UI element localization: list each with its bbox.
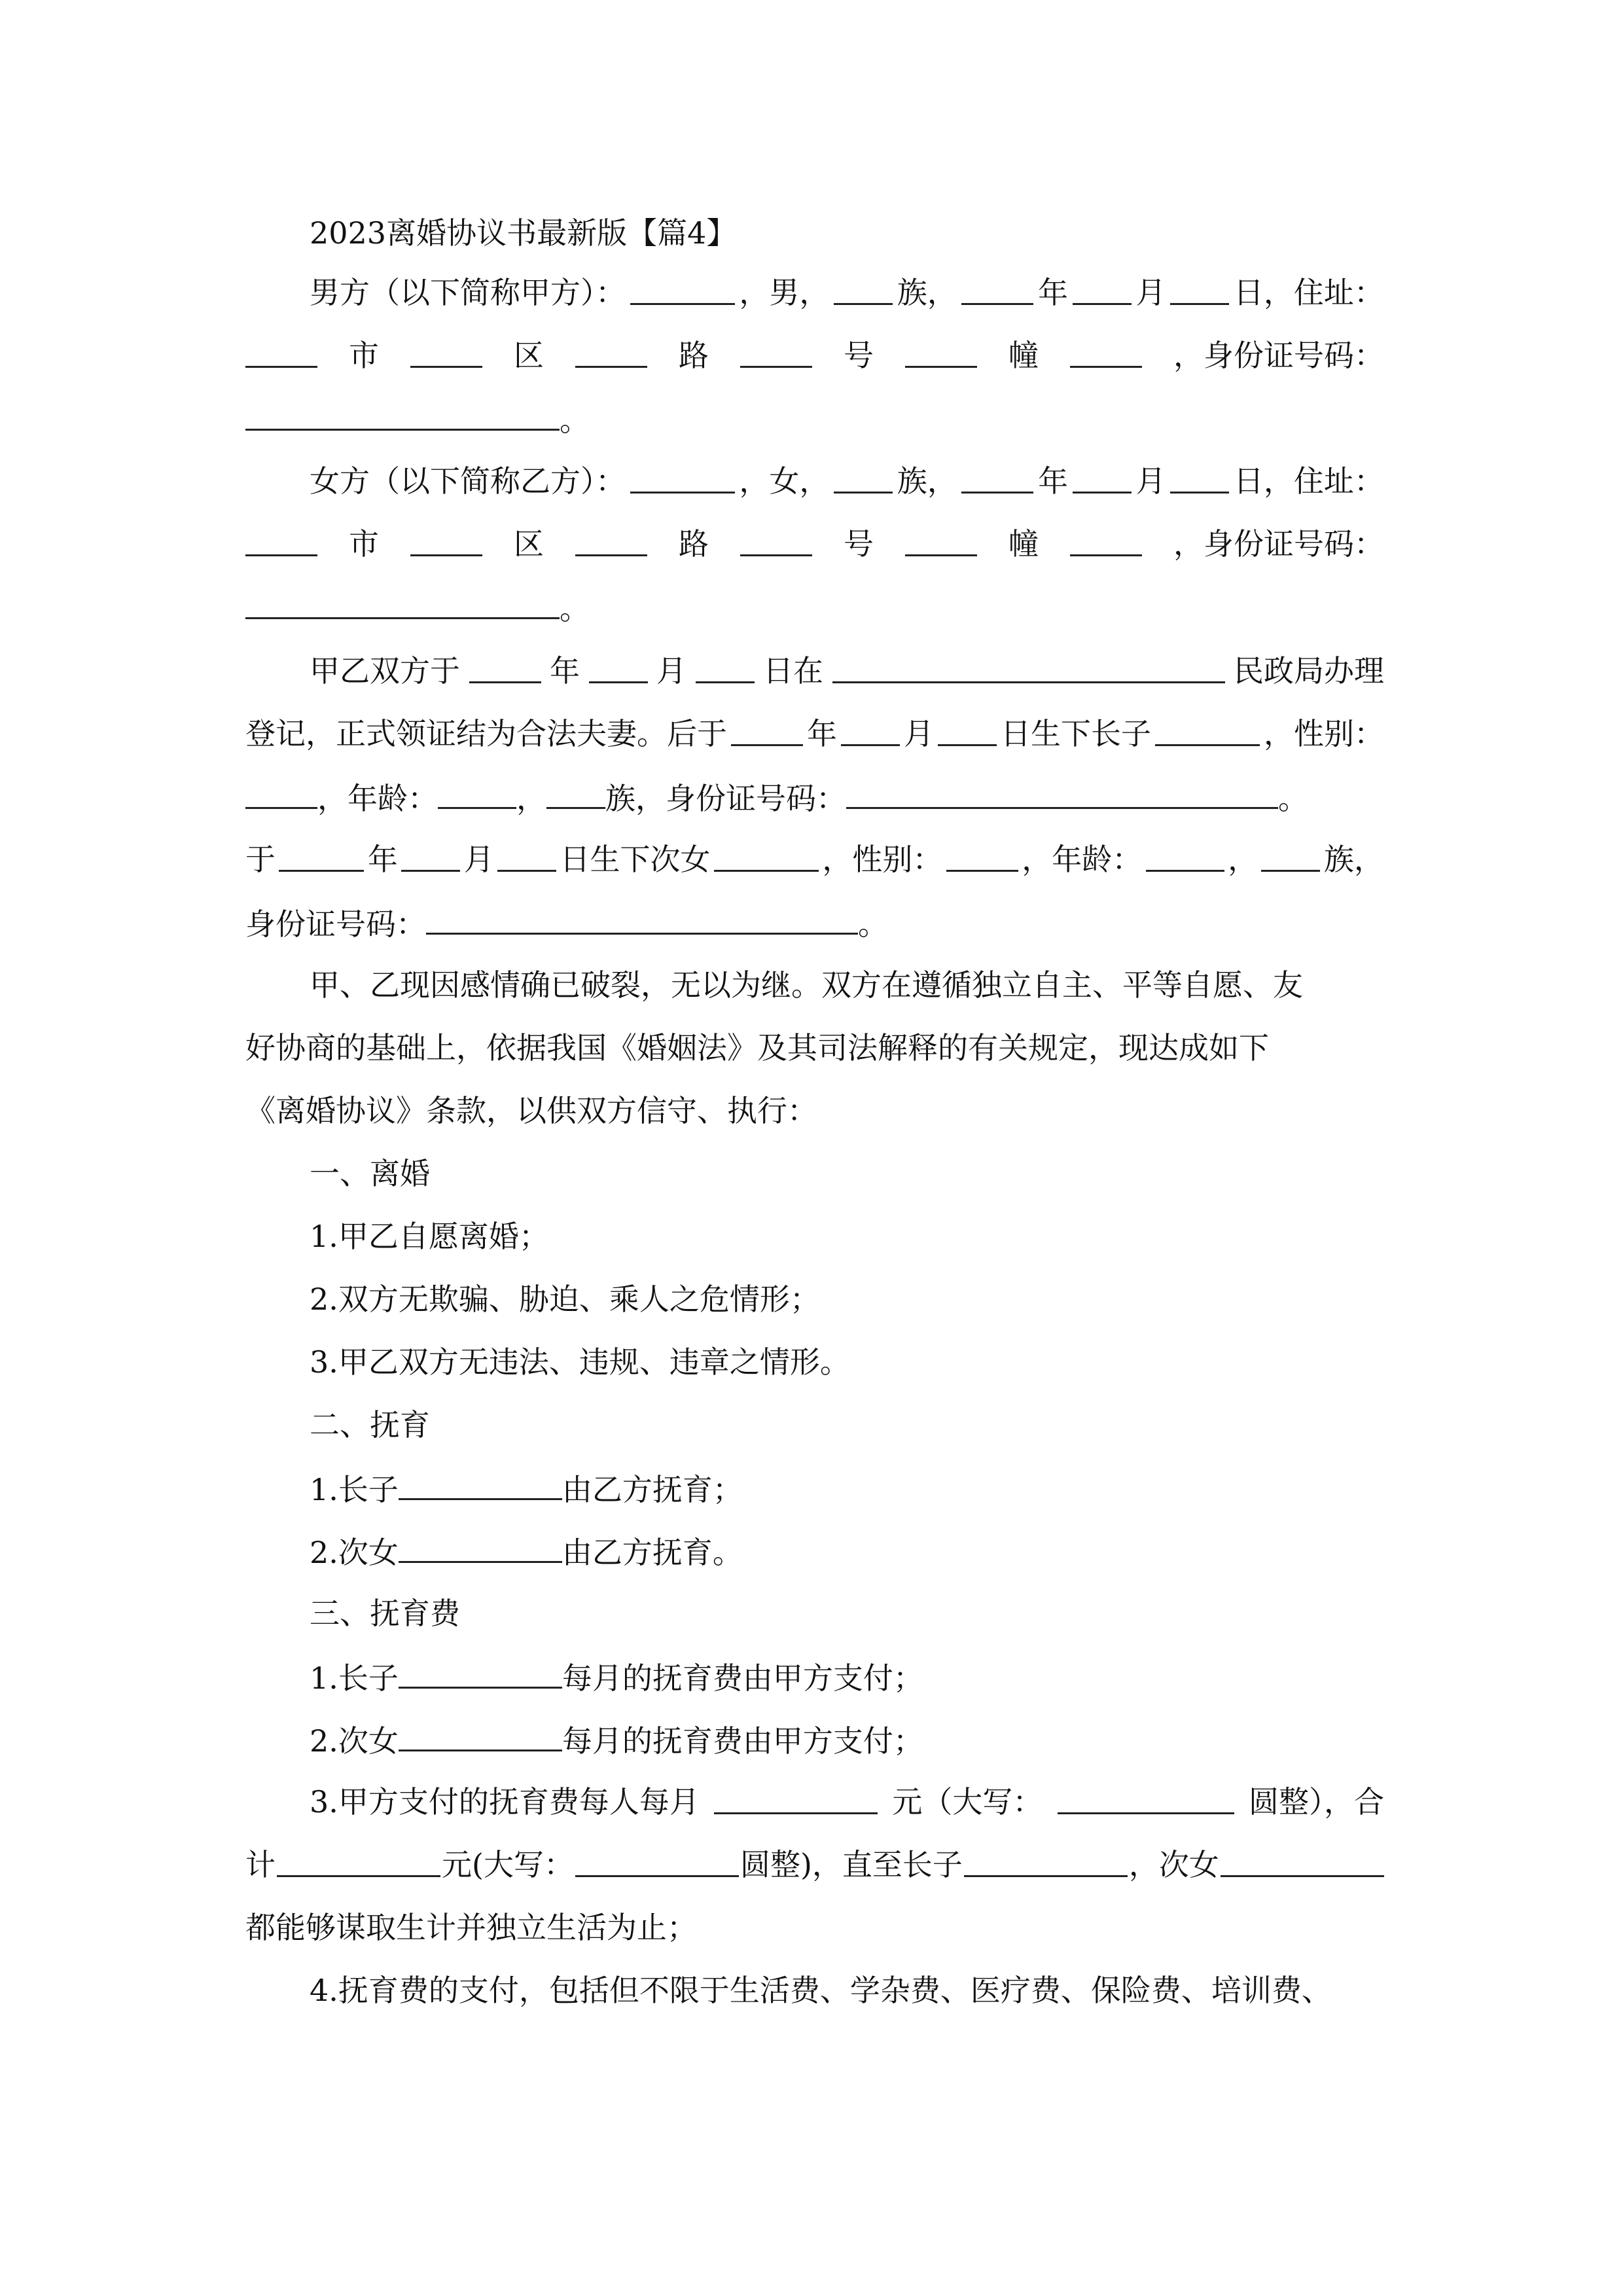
document-title: 2023离婚协议书最新版【篇4】 <box>310 215 737 251</box>
man-id-number-blank[interactable] <box>245 399 560 431</box>
son-gender-blank[interactable] <box>245 777 317 809</box>
section-3-item-4: 4.抚育费的支付，包括但不限于生活费、学杂费、医疗费、保险费、培训费、 <box>310 1973 1332 2008</box>
son-age-blank[interactable] <box>438 777 516 809</box>
city-label: 市 <box>349 526 379 562</box>
section-2-heading: 二、抚育 <box>310 1407 430 1443</box>
section-3-item-3-line-2 <box>245 1845 1384 1884</box>
son-birth-year-blank[interactable] <box>731 714 803 746</box>
woman-number-blank[interactable] <box>740 524 812 556</box>
period: 。 <box>560 591 590 626</box>
son-birth-label: 日生下长子 <box>1001 716 1151 751</box>
period: 。 <box>858 906 888 942</box>
daughter-birth-label: 日生下次女 <box>560 842 711 877</box>
custody-text: 由乙方抚育； <box>562 1472 743 1507</box>
daughter-custody-blank[interactable] <box>399 1531 562 1563</box>
daughter-gender-blank[interactable] <box>946 840 1018 872</box>
id-number-label: ，身份证号码： <box>1173 526 1384 562</box>
preamble-line-3: 《离婚协议》条款，以供双方信守、执行： <box>245 1093 817 1128</box>
ethnicity-suffix: 族， <box>1323 842 1384 877</box>
section-3-item-2 <box>310 1719 1384 1759</box>
man-district-blank[interactable] <box>410 336 482 368</box>
section-3-item-3-line-1 <box>310 1782 1384 1821</box>
man-number-blank[interactable] <box>740 336 812 368</box>
day-address-label: 日，住址： <box>1233 463 1384 499</box>
woman-birth-day-blank[interactable] <box>1170 461 1229 493</box>
month-label: 月 <box>656 653 687 689</box>
total-amount-uppercase-blank[interactable] <box>575 1845 739 1877</box>
section-3-item-3-line-3: 都能够谋取生计并独立生活为止； <box>245 1910 697 1945</box>
gender-label: ，性别： <box>1264 716 1384 751</box>
son-label: 1.长子 <box>310 1472 399 1507</box>
daughter-id-number-blank[interactable] <box>426 903 858 935</box>
daughter-birth-year-blank[interactable] <box>279 840 364 872</box>
period: 。 <box>1278 781 1308 816</box>
comma: ， <box>516 781 546 816</box>
daughter-label: ，次女 <box>1128 1847 1219 1882</box>
daughter-label: 2.次女 <box>310 1723 399 1759</box>
marriage-line-2 <box>245 714 1384 753</box>
total-amount-blank[interactable] <box>277 1845 440 1877</box>
man-city-blank[interactable] <box>245 336 317 368</box>
at-label: 于 <box>245 842 276 877</box>
section-1-item-1: 1.甲乙自愿离婚； <box>310 1219 549 1254</box>
man-birth-year-blank[interactable] <box>961 273 1033 305</box>
civil-affairs-bureau-blank[interactable] <box>832 651 1225 683</box>
section-3-item-1 <box>310 1657 1384 1696</box>
until-daughter-blank[interactable] <box>1221 1845 1384 1877</box>
marriage-month-blank[interactable] <box>589 651 648 683</box>
age-label: ，年龄： <box>1022 842 1143 877</box>
man-line-2 <box>245 336 1384 375</box>
woman-birth-month-blank[interactable] <box>1073 461 1132 493</box>
woman-label: 女方（以下简称乙方）： <box>310 463 626 499</box>
woman-road-blank[interactable] <box>575 524 647 556</box>
section-3-heading: 三、抚育费 <box>310 1596 460 1631</box>
monthly-amount-uppercase-blank[interactable] <box>1058 1782 1234 1814</box>
number-label: 号 <box>844 526 874 562</box>
month-label: 月 <box>1135 275 1166 310</box>
age-label: ，年龄： <box>317 781 438 816</box>
marriage-line-4 <box>245 840 1384 879</box>
marriage-day-blank[interactable] <box>696 651 755 683</box>
man-road-blank[interactable] <box>575 336 647 368</box>
woman-district-blank[interactable] <box>410 524 482 556</box>
monthly-amount-blank[interactable] <box>714 1782 878 1814</box>
preamble-line-1: 甲、乙现因感情确已破裂，无以为继。双方在遵循独立自主、平等自愿、友 <box>310 967 1303 1003</box>
city-label: 市 <box>349 338 379 373</box>
daughter-birth-day-blank[interactable] <box>497 840 556 872</box>
district-label: 区 <box>514 526 544 562</box>
id-number-label: 身份证号码： <box>245 906 426 942</box>
uppercase-label: 元（大写： <box>892 1784 1043 1820</box>
man-unit-blank[interactable] <box>1070 336 1142 368</box>
marriage-line-3 <box>245 777 1384 816</box>
gender-label: ，性别： <box>822 842 943 877</box>
daughter-ethnicity-blank[interactable] <box>1261 840 1320 872</box>
woman-name-blank[interactable] <box>630 461 735 493</box>
man-line-1 <box>310 273 1384 312</box>
son-birth-day-blank[interactable] <box>938 714 997 746</box>
total-label-end: 计 <box>245 1847 276 1882</box>
district-label: 区 <box>514 338 544 373</box>
marriage-line-1 <box>310 651 1384 691</box>
son-id-number-blank[interactable] <box>846 777 1278 809</box>
woman-line-3 <box>245 587 1384 626</box>
man-gender-text: ，男， <box>739 275 830 310</box>
month-label: 月 <box>904 716 934 751</box>
son-name-blank[interactable] <box>1155 714 1260 746</box>
custody-text: 由乙方抚育。 <box>562 1535 743 1570</box>
uppercase-label: 元(大写： <box>442 1847 574 1882</box>
section-2-item-2 <box>310 1531 1384 1570</box>
number-label: 号 <box>844 338 874 373</box>
year-label: 年 <box>1038 463 1069 499</box>
woman-line-2 <box>245 524 1384 564</box>
marriage-intro: 甲乙双方于 <box>310 653 460 689</box>
ethnicity-suffix: 族， <box>897 275 957 310</box>
year-label: 年 <box>1038 275 1069 310</box>
day-address-label: 日，住址： <box>1233 275 1384 310</box>
daughter-support-blank[interactable] <box>399 1719 562 1751</box>
day-at-label: 日在 <box>763 653 823 689</box>
section-1-heading: 一、离婚 <box>310 1156 430 1191</box>
section-1-item-2: 2.双方无欺骗、胁迫、乘人之危情形； <box>310 1282 820 1317</box>
son-custody-blank[interactable] <box>399 1468 562 1500</box>
building-label: 幢 <box>1008 526 1039 562</box>
support-text: 每月的抚育费由甲方支付； <box>562 1660 923 1696</box>
man-ethnicity-blank[interactable] <box>834 273 893 305</box>
woman-unit-blank[interactable] <box>1070 524 1142 556</box>
ethnicity-id-label: 族，身份证号码： <box>605 781 846 816</box>
man-line-3 <box>245 399 1384 438</box>
total-label-start: 圆整），合 <box>1248 1784 1384 1820</box>
year-label: 年 <box>807 716 837 751</box>
id-number-label: ，身份证号码： <box>1173 338 1384 373</box>
daughter-label: 2.次女 <box>310 1535 399 1570</box>
man-birth-month-blank[interactable] <box>1073 273 1132 305</box>
woman-gender-text: ，女， <box>739 463 830 499</box>
woman-birth-year-blank[interactable] <box>961 461 1033 493</box>
son-support-blank[interactable] <box>399 1657 562 1689</box>
man-name-blank[interactable] <box>630 273 735 305</box>
building-label: 幢 <box>1008 338 1039 373</box>
man-birth-day-blank[interactable] <box>1170 273 1229 305</box>
section-2-item-1 <box>310 1468 1384 1507</box>
ethnicity-suffix: 族， <box>897 463 957 499</box>
woman-id-number-blank[interactable] <box>245 587 560 619</box>
woman-city-blank[interactable] <box>245 524 317 556</box>
comma: ， <box>1228 842 1258 877</box>
section-1-item-3: 3.甲乙双方无违法、违规、违章之情形。 <box>310 1344 850 1380</box>
woman-ethnicity-blank[interactable] <box>834 461 893 493</box>
man-label: 男方（以下简称甲方）： <box>310 275 626 310</box>
support-text: 每月的抚育费由甲方支付； <box>562 1723 923 1759</box>
preamble-line-2: 好协商的基础上，依据我国《婚姻法》及其司法解释的有关规定，现达成如下 <box>245 1030 1269 1066</box>
year-label: 年 <box>367 842 398 877</box>
until-son-blank[interactable] <box>964 1845 1128 1877</box>
until-son-label: 圆整)，直至长子 <box>740 1847 963 1882</box>
daughter-name-blank[interactable] <box>714 840 819 872</box>
woman-line-1 <box>310 461 1384 501</box>
man-building-blank[interactable] <box>905 336 977 368</box>
monthly-amount-label: 3.甲方支付的抚育费每人每月 <box>310 1784 700 1820</box>
bureau-label: 民政局办理 <box>1234 653 1384 689</box>
woman-building-blank[interactable] <box>905 524 977 556</box>
registration-text: 登记，正式领证结为合法夫妻。后于 <box>245 716 727 751</box>
son-birth-month-blank[interactable] <box>841 714 900 746</box>
son-ethnicity-blank[interactable] <box>546 777 605 809</box>
marriage-year-blank[interactable] <box>469 651 541 683</box>
road-label: 路 <box>679 526 709 562</box>
road-label: 路 <box>679 338 709 373</box>
son-label: 1.长子 <box>310 1660 399 1696</box>
month-label: 月 <box>463 842 494 877</box>
year-label: 年 <box>550 653 580 689</box>
marriage-line-5 <box>245 903 1384 942</box>
daughter-birth-month-blank[interactable] <box>401 840 460 872</box>
month-label: 月 <box>1135 463 1166 499</box>
period: 。 <box>560 403 590 438</box>
daughter-age-blank[interactable] <box>1146 840 1224 872</box>
